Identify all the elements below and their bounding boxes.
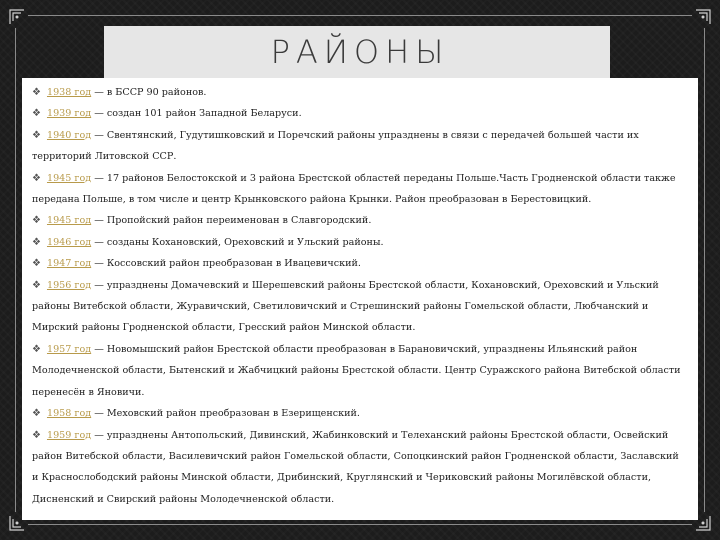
list-item	[32, 403, 688, 424]
content-panel	[22, 78, 698, 520]
frame-line-top	[28, 15, 692, 16]
year-link[interactable]: 1945 год	[46, 172, 92, 184]
diamond-flower-icon: ❖	[32, 343, 41, 355]
corner-ornament-icon	[8, 8, 26, 26]
year-link[interactable]: 1939 год	[46, 108, 92, 120]
diamond-flower-icon: ❖	[32, 87, 41, 98]
item-text: — в БССР 90 районов.	[91, 87, 207, 98]
list-item	[32, 103, 688, 124]
year-link[interactable]: 1940 год	[46, 129, 92, 141]
diamond-flower-icon: ❖	[32, 108, 41, 120]
list-item	[32, 210, 688, 231]
year-link[interactable]: 1945 год	[46, 215, 92, 227]
year-link[interactable]: 1958 год	[46, 408, 92, 420]
frame-line-right	[704, 28, 705, 512]
diamond-flower-icon: ❖	[32, 236, 41, 248]
list-item	[32, 275, 688, 339]
item-text: — упразднены Антопольский, Дивинский, Жабинковский и Телеханский районы Брестской области, Освейский район Витебской области, Василевичский район Гомельской области, Сопоцкинский район Гродненской области, Заславский и Краснослободский районы Минской области, Дрибинский, Круглянский и Чериковский районы Могилёвской области, Дисненский и Свирский районы Молодечненской области.	[32, 429, 679, 505]
year-link[interactable]: 1946 год	[46, 236, 92, 248]
item-text: — Меховский район преобразован в Езерищенский.	[91, 408, 360, 420]
year-link[interactable]: 1959 год	[46, 429, 92, 441]
year-link[interactable]: 1938 год	[46, 87, 92, 98]
year-link[interactable]: 1947 год	[46, 258, 92, 270]
list-item	[32, 425, 688, 511]
list-item	[32, 82, 688, 103]
list-item	[32, 253, 688, 274]
diamond-flower-icon: ❖	[32, 172, 41, 184]
diamond-flower-icon: ❖	[32, 408, 41, 420]
item-text: — создан 101 район Западной Беларуси.	[91, 108, 302, 120]
diamond-flower-icon: ❖	[32, 258, 41, 270]
list-item	[32, 125, 688, 168]
diamond-flower-icon: ❖	[32, 429, 41, 441]
diamond-flower-icon: ❖	[32, 129, 41, 141]
year-link[interactable]: 1957 год	[46, 343, 92, 355]
frame-line-left	[15, 28, 16, 512]
item-text: — Новомышский район Брестской области преобразован в Барановичский, упразднены Ильянский район Молодечненской области, Бытенский и Жабчицкий районы Брестской области. Центр Суражского района Витебской области перенесён в Яновичи.	[32, 343, 681, 398]
frame-line-bottom	[28, 524, 692, 525]
item-text: — созданы Кохановский, Ореховский и Ульский районы.	[91, 236, 384, 248]
item-text: — Пропойский район переименован в Славгородский.	[91, 215, 372, 227]
item-text: — упразднены Домачевский и Шерешевский районы Брестской области, Кохановский, Ореховский и Ульский районы Витебской области, Журавичский, Светиловичский и Стрешинский районы Гомельской области, Любчанский и Мирский районы Гродненской области, Гресский район Минской области.	[32, 279, 659, 334]
item-text: — Коссовский район преобразован в Ивацевичский.	[91, 258, 361, 270]
corner-ornament-icon	[694, 8, 712, 26]
list-item	[32, 232, 688, 253]
year-link[interactable]: 1956 год	[46, 279, 92, 291]
item-text: — Свентянский, Гудутишковский и Поречский районы упразднены в связи с передачей большей части их территорий Литовской ССР.	[32, 129, 639, 163]
list-item	[32, 339, 688, 403]
diamond-flower-icon: ❖	[32, 279, 41, 291]
item-text: — 17 районов Белостокской и 3 района Брестской областей переданы Польше.Часть Гродненской области также передана Польше, в том числе и центр Крынковского района Крынки. Район преобразован в Берестовицкий.	[32, 172, 676, 206]
diamond-flower-icon: ❖	[32, 215, 41, 227]
list-item	[32, 168, 688, 211]
slide-title: РАЙОНЫ	[270, 33, 450, 71]
